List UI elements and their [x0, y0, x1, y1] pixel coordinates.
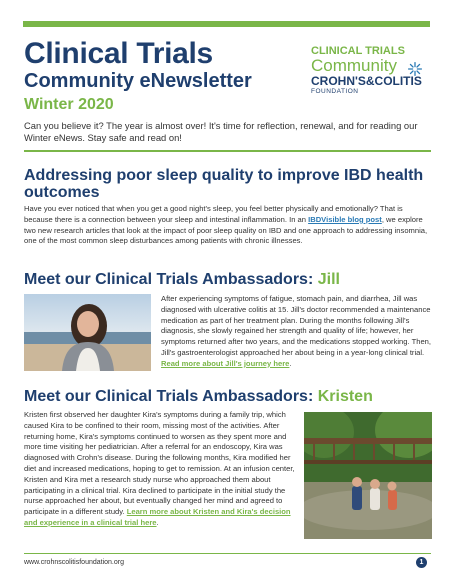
- jill-link-end: .: [289, 358, 292, 368]
- sleep-paragraph: [24, 204, 432, 247]
- section-divider: [24, 150, 431, 152]
- kristen-paragraph: [24, 410, 296, 529]
- jill-paragraph: [161, 294, 433, 370]
- footer-rule: [24, 553, 431, 554]
- footer-website: www.crohnscolitisfoundation.org: [24, 559, 124, 566]
- kristen-heading: [24, 388, 432, 405]
- newsletter-season: Winter 2020: [24, 96, 114, 113]
- kristen-heading-name: Kristen: [317, 388, 373, 405]
- jill-body: After experiencing symptoms of fatigue, stomach pain, and diarrhea, Jill was diagnosed with ulcerative colitis at 15. Jill's doctor recommended a maintenance medication as part of her treatment plan. During the months following Jill's diagnosis, she slowly regained her strength and quality of life; however, her symptoms returned after two years, and the medications stopped working. Then, Jill's gastroenterologist approached her about being in a year-long clinical trial.: [161, 294, 431, 357]
- top-accent-bar: [23, 21, 430, 27]
- sleep-body-after: , we explore two new research articles that look at the impact of poor sleep quality on IBD and one approach to addressing insomnia, one of the most common sleep disturbances among patients with chronic illnesses.: [24, 214, 428, 246]
- kristen-experience-link[interactable]: Learn more about Kristen and Kira's decision and experience in a clinical trial here: [24, 507, 291, 527]
- sleep-heading: Addressing poor sleep quality to improve IBD health outcomes: [24, 167, 424, 201]
- kristen-heading-prefix: Meet our Clinical Trials Ambassadors:: [24, 388, 318, 405]
- starburst-icon: [407, 61, 423, 77]
- kristen-photo: [304, 412, 432, 539]
- foundation-logo: [311, 45, 436, 96]
- newsletter-title: Clinical Trials: [24, 37, 213, 70]
- kristen-link-end: .: [156, 517, 159, 527]
- jill-heading-name: Jill: [317, 271, 340, 288]
- jill-journey-link[interactable]: Read more about Jill's journey here: [161, 358, 290, 368]
- logo-line-clinical-trials: CLINICAL TRIALS: [311, 45, 405, 57]
- page-number-badge: 1: [416, 557, 427, 568]
- newsletter-subtitle: Community eNewsletter: [24, 70, 252, 92]
- logo-line-community: Community: [311, 56, 397, 75]
- masthead: [24, 38, 304, 114]
- jill-heading: [24, 271, 432, 288]
- logo-line-foundation: FOUNDATION: [311, 88, 359, 95]
- jill-heading-prefix: Meet our Clinical Trials Ambassadors:: [24, 271, 318, 288]
- ibdvisible-blog-link[interactable]: IBDVisible blog post: [308, 214, 382, 224]
- sleep-body-before: Have you ever noticed that when you get a good night's sleep, you feel better physically and emotionally? That is because there is a connection between your sleep and intestinal inflammation. In an: [24, 204, 403, 224]
- kristen-body: Kristen first observed her daughter Kira's symptoms during a family trip, which caused Kira to be confined to their room, missing most of the activities. After returning home, Kira's symptoms continued to worsen as they spent more and more time visiting her pediatrician. After a referral for an endoscopy, Kira was diagnosed with Crohn's disease. During the following months, Kira modified her diet and increased medications, hoping to get to remission. At an infusion center, Kristen and Kira met a research study nurse who approached them about participating in a clinical trial. Kira declined to participate in the initial study the nurse approached her about, but eventually changed her mind and agreed to participate in a different study.: [24, 410, 295, 517]
- logo-line-crohns-colitis: CROHN'S&COLITIS: [311, 74, 422, 88]
- intro-text: Can you believe it? The year is almost over! It's time for reflection, renewal, and for reading our Winter eNews. Stay safe and read on!: [24, 120, 418, 143]
- jill-photo: [24, 294, 151, 371]
